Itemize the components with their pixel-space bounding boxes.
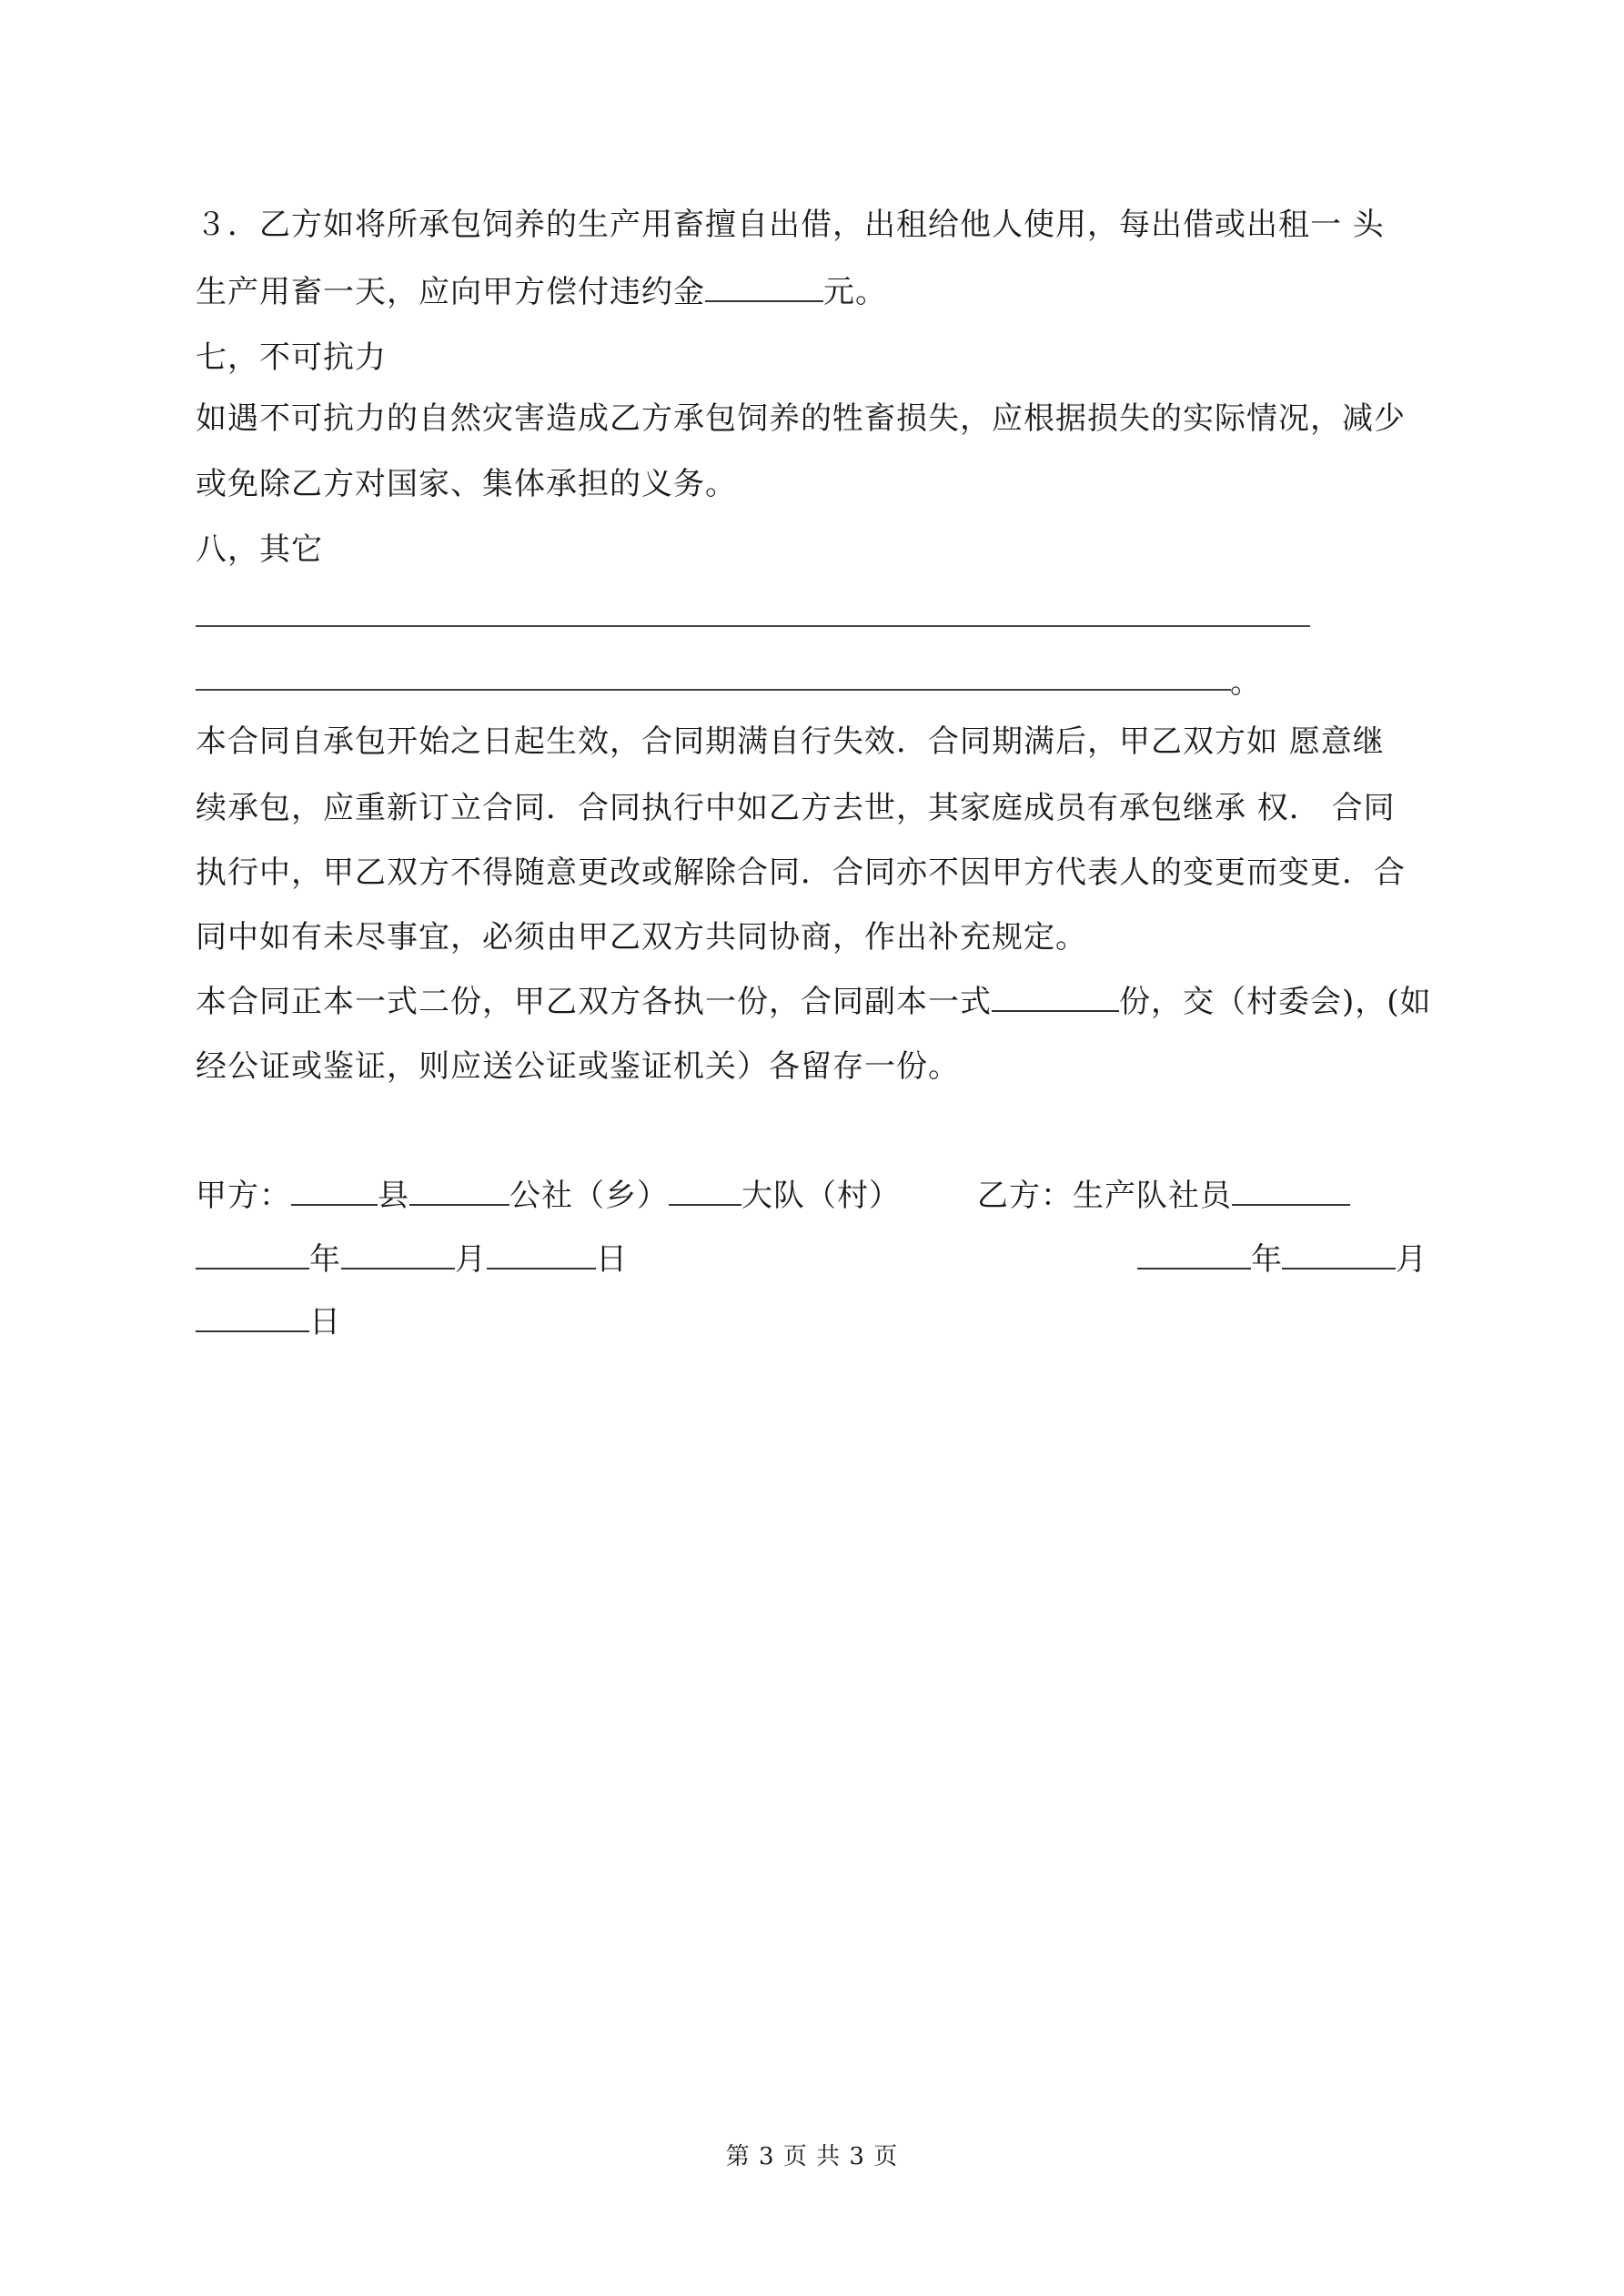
copies-line1-prefix: 本合同正本一式二份，甲乙双方各执一份，合同副本一式 bbox=[196, 984, 992, 1020]
clause3-line2-prefix: 生产用畜一天，应向甲方偿付违约金 bbox=[196, 274, 705, 310]
party-b-month-label: 月 bbox=[1396, 1241, 1427, 1278]
copies-line2: 经公证或鉴证，则应送公证或鉴证机关）各留存一份。 bbox=[196, 1048, 960, 1085]
commune-label: 公社（乡） bbox=[509, 1178, 669, 1214]
section8-end-mark: 。 bbox=[1230, 664, 1262, 701]
party-b-year-blank[interactable] bbox=[1137, 1240, 1251, 1269]
validity-line4: 同中如有未尽事宜，必须由甲乙双方共同协商，作出补充规定。 bbox=[196, 919, 1087, 956]
party-b-day-blank[interactable] bbox=[196, 1303, 309, 1332]
other-terms-rule-2[interactable] bbox=[196, 689, 1231, 691]
brigade-label: 大队（村） bbox=[741, 1178, 901, 1214]
section8-heading: 八，其它 bbox=[196, 531, 323, 568]
party-b-month-blank[interactable] bbox=[1282, 1240, 1396, 1269]
party-a-label: 甲方： bbox=[196, 1178, 291, 1214]
party-a-month-blank[interactable] bbox=[341, 1240, 455, 1269]
validity-line2: 续承包，应重新订立合同．合同执行中如乙方去世，其家庭成员有承包继承 权． 合同 bbox=[196, 790, 1396, 826]
validity-line1: 本合同自承包开始之日起生效，合同期满自行失效．合同期满后，甲乙双方如 愿意继 bbox=[196, 723, 1385, 760]
party-a-line bbox=[196, 1177, 1350, 1214]
validity-line3: 执行中，甲乙双方不得随意更改或解除合同．合同亦不因甲方代表人的变更而变更．合 bbox=[196, 855, 1406, 891]
county-blank[interactable] bbox=[291, 1177, 378, 1206]
penalty-amount-blank[interactable] bbox=[705, 273, 823, 302]
copies-line1 bbox=[196, 983, 1432, 1020]
party-a-month-label: 月 bbox=[455, 1241, 487, 1278]
party-a-year-blank[interactable] bbox=[196, 1240, 309, 1269]
county-label: 县 bbox=[378, 1178, 409, 1214]
section7-line2: 或免除乙方对国家、集体承担的义务。 bbox=[196, 466, 737, 502]
party-a-day-label: 日 bbox=[596, 1241, 628, 1278]
party-b-day bbox=[196, 1303, 341, 1340]
clause3-line1: ３．乙方如将所承包饲养的生产用畜擅自出借，出租给他人使用，每出借或出租一 头 bbox=[196, 207, 1385, 243]
brigade-blank[interactable] bbox=[669, 1177, 741, 1206]
party-b-date bbox=[1137, 1240, 1427, 1278]
commune-blank[interactable] bbox=[409, 1177, 509, 1206]
page-number-footer: 第 3 页 共 3 页 bbox=[725, 2143, 899, 2170]
party-a-date bbox=[196, 1240, 628, 1278]
other-terms-rule-1[interactable] bbox=[196, 625, 1310, 627]
clause3-line2-suffix: 元。 bbox=[823, 274, 887, 310]
party-a-year-label: 年 bbox=[309, 1241, 341, 1278]
party-b-name-blank[interactable] bbox=[1232, 1177, 1350, 1206]
copies-count-blank[interactable] bbox=[992, 983, 1119, 1012]
party-b-day-label: 日 bbox=[309, 1304, 341, 1340]
party-b-label: 乙方：生产队社员 bbox=[977, 1178, 1232, 1214]
copies-line1-suffix: 份，交（村委会)，(如 bbox=[1119, 984, 1432, 1020]
clause3-line2 bbox=[196, 273, 887, 310]
party-a-day-blank[interactable] bbox=[487, 1240, 596, 1269]
section7-line1: 如遇不可抗力的自然灾害造成乙方承包饲养的牲畜损失，应根据损失的实际情况，减少 bbox=[196, 400, 1406, 437]
party-b-year-label: 年 bbox=[1251, 1241, 1282, 1278]
section7-heading: 七，不可抗力 bbox=[196, 339, 387, 376]
